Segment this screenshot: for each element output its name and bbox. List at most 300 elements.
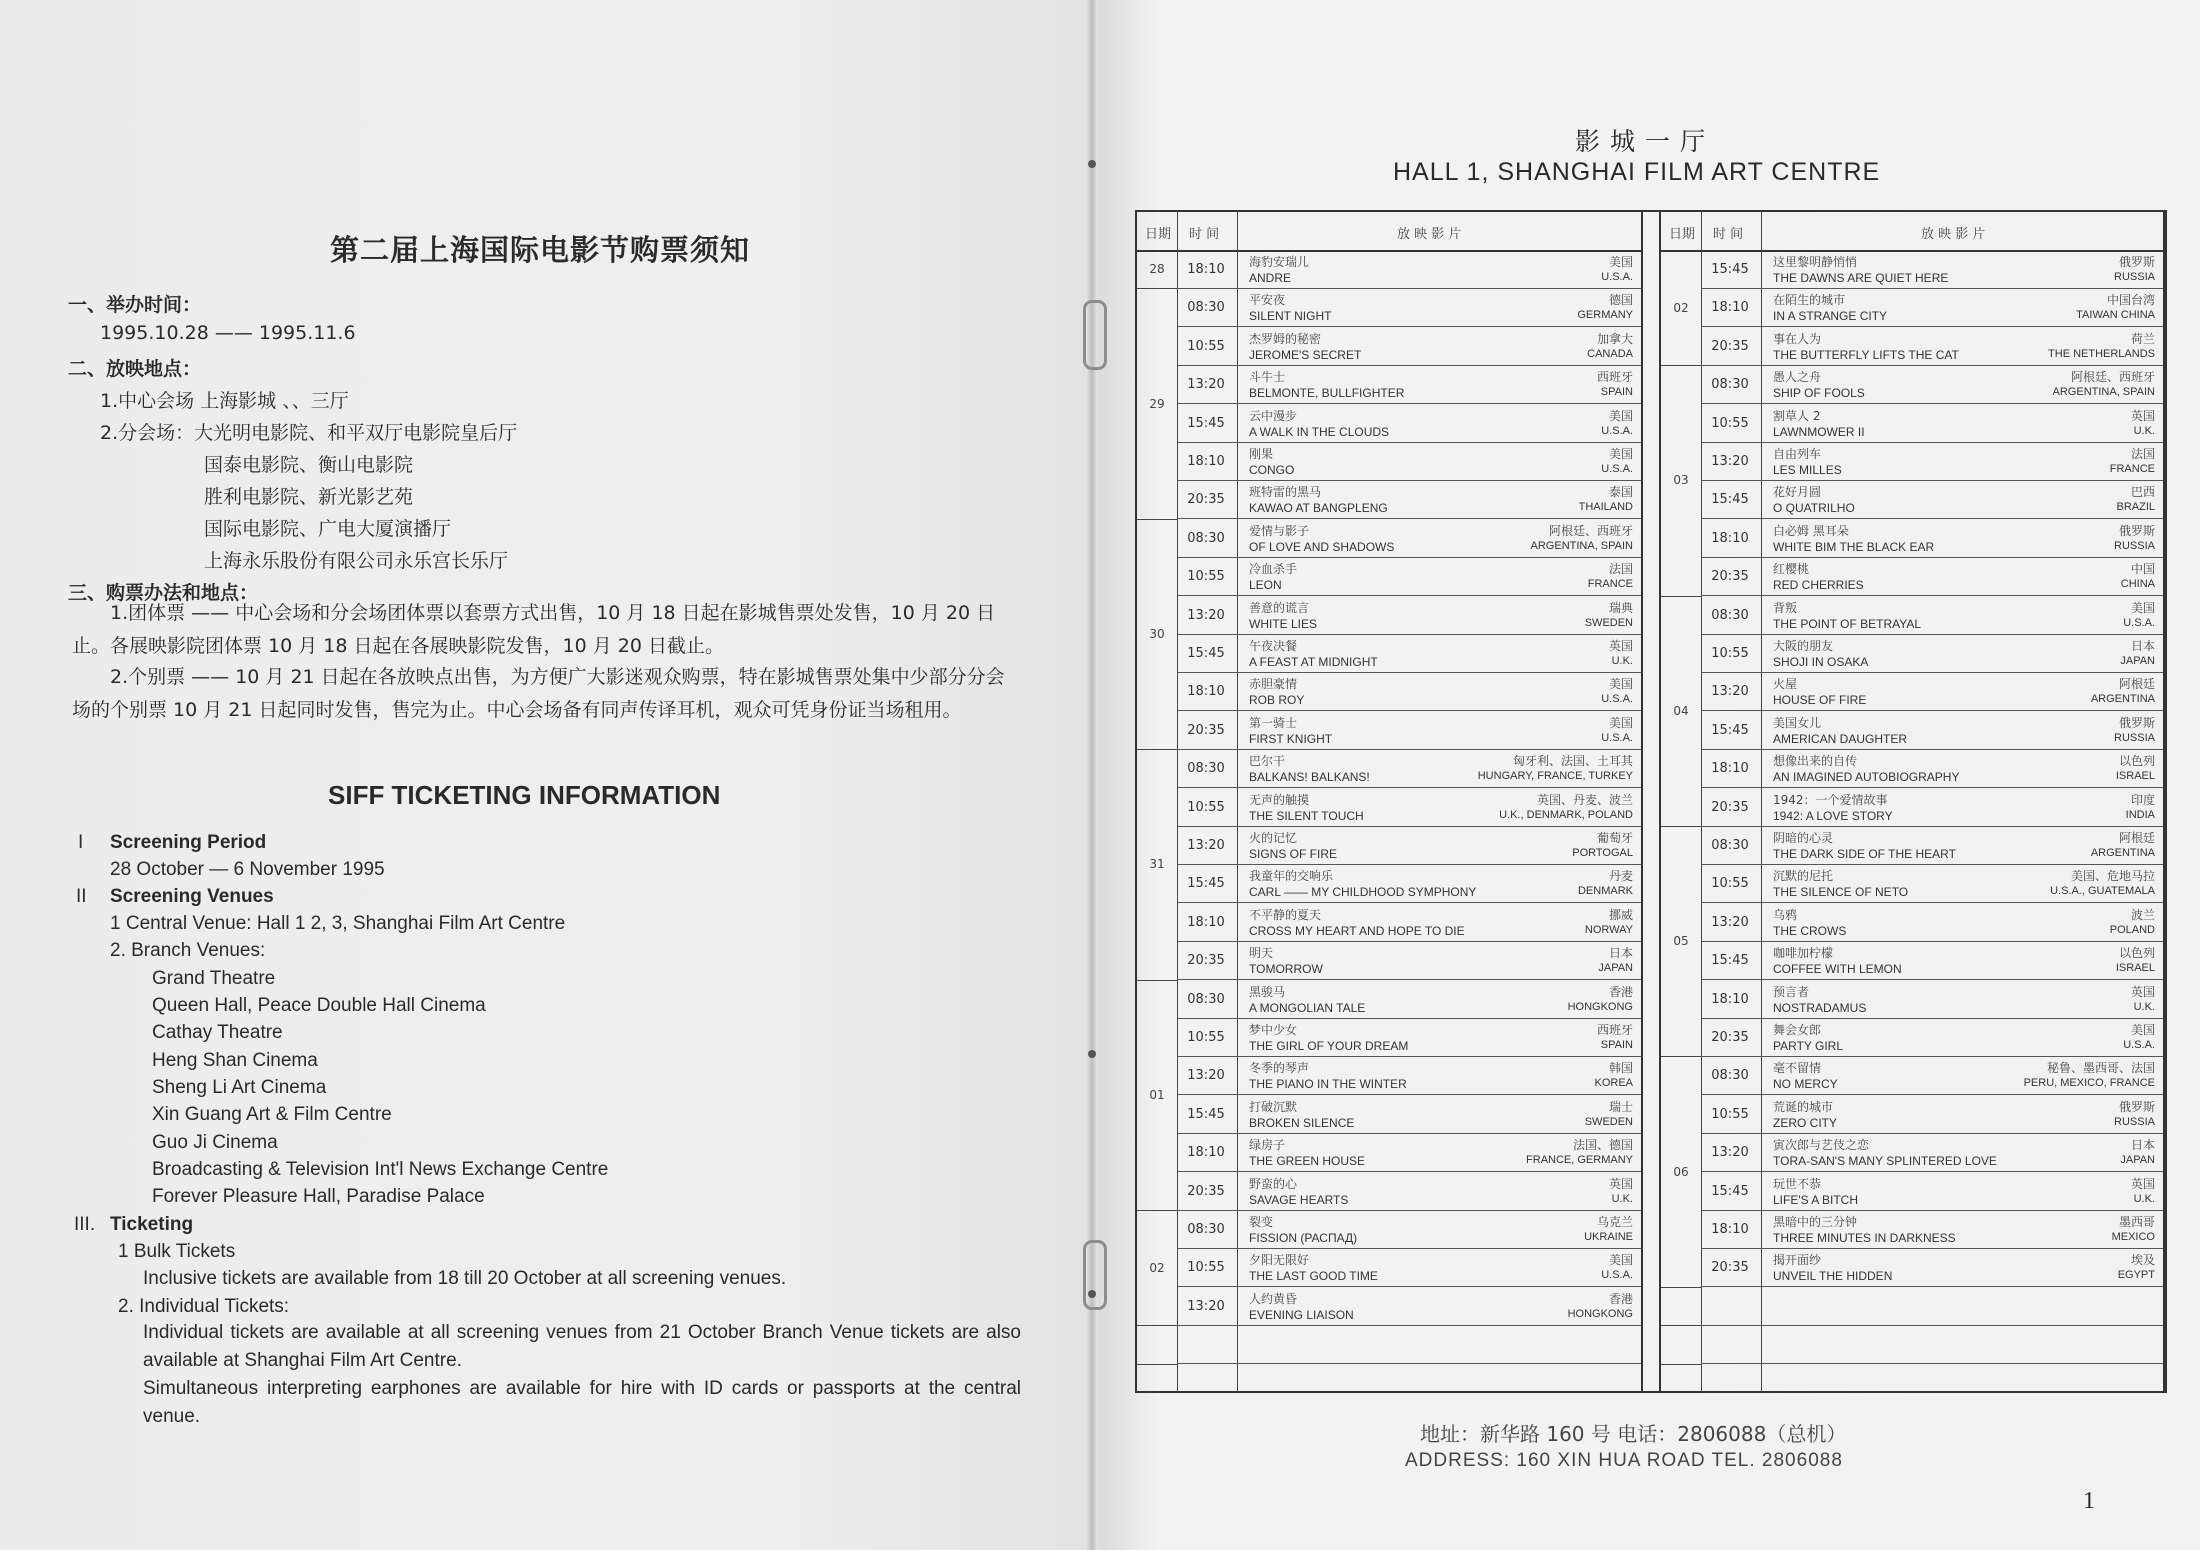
film-title-en: LIFE'S A BITCH	[1773, 1192, 1858, 1207]
country-en: DENMARK	[1577, 885, 1633, 898]
film-title-zh: 绿房子	[1249, 1138, 1286, 1153]
screening-row	[1701, 864, 2163, 903]
screening-time: 08:30	[1711, 1068, 1749, 1084]
screening-row	[1177, 941, 1641, 980]
country-zh: 波兰	[2130, 907, 2155, 922]
schedule-header	[1137, 212, 1641, 252]
empty-row	[1701, 1287, 2163, 1326]
en-venue-item: Queen Hall, Peace Double Hall Cinema	[152, 995, 486, 1016]
screening-time: 15:45	[1711, 492, 1749, 508]
film-title-zh: 海豹安瑞儿	[1249, 255, 1310, 269]
en-venue-item: Grand Theatre	[152, 968, 276, 989]
en-section-3-heading: Ticketing	[110, 1214, 194, 1235]
screening-row	[1177, 365, 1641, 404]
film-title-zh: 割草人 2	[1773, 408, 1821, 423]
country-en: THE NETHERLANDS	[2048, 347, 2155, 360]
screening-time: 18:10	[1711, 300, 1749, 316]
country-zh: 美国、危地马拉	[2070, 869, 2155, 884]
film-title-en: THE DAWNS ARE QUIET HERE	[1773, 271, 1949, 285]
film-title-zh: 火的记忆	[1249, 831, 1298, 845]
film-title-en: OF LOVE AND SHADOWS	[1249, 539, 1395, 554]
film-title-en: SIGNS OF FIRE	[1249, 847, 1338, 861]
zh-bulk-ticket-paragraph: 1.团体票 —— 中心会场和分会场团体票以套票方式出售，10 月 18 日起在影城售票处发售，10 月 20 日止。各展映影院团体票 10 月 18 日起在各展映影院发售，10 月 20 日截止。	[72, 602, 996, 657]
empty-row	[1177, 1325, 1641, 1364]
film-title-en: LEON	[1249, 578, 1282, 593]
screening-time: 08:30	[1187, 991, 1225, 1007]
film-title-zh: 黑骏马	[1249, 984, 1286, 999]
screening-row	[1177, 672, 1641, 711]
page-number: 1	[2083, 1488, 2095, 1514]
country-en: GERMANY	[1577, 309, 1633, 322]
country-zh: 乌克兰	[1596, 1215, 1633, 1229]
screening-row	[1701, 327, 2163, 366]
screening-time: 15:45	[1711, 722, 1749, 738]
screening-time: 13:20	[1187, 607, 1225, 623]
schedule-header	[1661, 212, 2163, 252]
film-title-en: TOMORROW	[1249, 962, 1323, 977]
film-title-zh: 斗牛士	[1249, 370, 1286, 385]
country-zh: 法国	[1608, 562, 1633, 577]
film-title-en: HOUSE OF FIRE	[1773, 693, 1867, 708]
film-title-en: KAWAO AT BANGPLENG	[1249, 501, 1388, 516]
zh-venue-line: 国泰电影院、衡山电影院	[204, 454, 414, 476]
screening-time: 18:10	[1187, 684, 1225, 700]
address-en: ADDRESS: 160 XIN HUA ROAD TEL. 2806088	[1405, 1450, 1843, 1471]
country-en: BRAZIL	[2116, 501, 2155, 514]
zh-title: 第二届上海国际电影节购票须知	[330, 233, 751, 267]
screening-row	[1177, 826, 1641, 865]
screening-time: 13:20	[1711, 454, 1749, 469]
zh-venue-line: 2.分会场：大光明电影院、和平双厅电影院皇后厅	[100, 422, 518, 444]
screening-row	[1701, 250, 2163, 289]
country-zh: 日本	[2130, 639, 2155, 653]
country-zh: 阿根廷	[2118, 831, 2155, 845]
en-venue-item: Xin Guang Art & Film Centre	[152, 1104, 392, 1125]
country-zh: 英国	[1608, 639, 1633, 653]
screening-row	[1177, 903, 1641, 942]
screening-row	[1177, 1287, 1641, 1326]
country-zh: 美国	[2130, 1023, 2155, 1037]
screening-time: 10:55	[1711, 1106, 1749, 1122]
en-individual-tickets-text: Individual tickets are available at all screening venues from 21 October Branch Venue tickets are also available at Shanghai Film Art Centre.	[143, 1322, 1021, 1371]
country-en: JAPAN	[2120, 1154, 2155, 1167]
film-title-zh: 自由列车	[1773, 447, 1822, 461]
screening-row	[1177, 1133, 1641, 1172]
screening-row	[1701, 1018, 2163, 1057]
film-title-en: LES MILLES	[1773, 463, 1842, 477]
screening-row	[1177, 442, 1641, 481]
header-film: 放 映 影 片	[1397, 227, 1462, 242]
staple	[1083, 300, 1107, 370]
film-title-en: THE GREEN HOUSE	[1249, 1154, 1366, 1169]
country-zh: 英国	[2130, 408, 2155, 423]
film-title-zh: 在陌生的城市	[1773, 293, 1846, 308]
screening-time: 13:20	[1187, 377, 1225, 393]
screening-time: 08:30	[1711, 377, 1749, 393]
en-venue-item: Forever Pleasure Hall, Paradise Palace	[152, 1186, 485, 1207]
en-section-1-heading: Screening Period	[110, 832, 267, 853]
film-title-en: THE SILENCE OF NETO	[1773, 885, 1909, 900]
country-en: SWEDEN	[1584, 1115, 1633, 1128]
country-zh: 瑞典	[1608, 600, 1633, 615]
zh-section-2-heading: 二、放映地点：	[68, 358, 202, 380]
en-bulk-tickets-text: Inclusive tickets are available from 18 till 20 October at all screening venues.	[143, 1268, 787, 1289]
screening-time: 10:55	[1187, 569, 1225, 585]
film-title-zh: 赤胆豪情	[1249, 677, 1298, 692]
screening-row	[1701, 941, 2163, 980]
screening-time: 18:10	[1187, 1145, 1225, 1161]
screening-row	[1701, 1095, 2163, 1134]
schedule-day: 28	[1137, 250, 1177, 289]
screening-row	[1177, 480, 1641, 519]
screening-row	[1177, 634, 1641, 673]
film-title-zh: 人约黄昏	[1249, 1291, 1298, 1306]
screening-time: 18:10	[1187, 262, 1225, 277]
screening-time: 20:35	[1187, 722, 1225, 738]
film-title-en: IN A STRANGE CITY	[1773, 309, 1888, 324]
film-title-zh: 黑暗中的三分钟	[1773, 1215, 1858, 1229]
country-zh: 泰国	[1608, 485, 1633, 500]
country-zh: 阿根廷、西班牙	[2070, 370, 2155, 385]
film-title-en: 1942: A LOVE STORY	[1773, 808, 1893, 823]
zh-individual-ticket-paragraph: 2.个别票 —— 10 月 21 日起在各放映点出售，为方便广大影迷观众购票，特在影城售票处集中少部分分会场的个别票 10 月 21 日起同时发售，售完为止。中心会场备有同声传译耳机，观众可凭身份证当场租用。	[72, 666, 1005, 721]
country-en: U.S.A.	[1601, 463, 1633, 475]
country-en: ISRAEL	[2115, 962, 2155, 975]
country-en: INDIA	[2125, 808, 2155, 821]
film-title-zh: 阴暗的心灵	[1773, 831, 1834, 845]
screening-row	[1701, 980, 2163, 1019]
screening-time: 18:10	[1711, 991, 1749, 1007]
screening-time: 10:55	[1711, 646, 1749, 661]
film-title-zh: 揭开面纱	[1773, 1253, 1822, 1268]
zh-venue-line: 1.中心会场 上海影城 、、三厅	[100, 390, 349, 412]
screening-row	[1177, 1210, 1641, 1249]
film-title-en: UNVEIL THE HIDDEN	[1773, 1269, 1893, 1284]
country-en: SPAIN	[1600, 1039, 1633, 1051]
country-zh: 美国	[1608, 1253, 1633, 1268]
film-title-en: ZERO CITY	[1773, 1115, 1838, 1130]
film-title-en: CONGO	[1249, 463, 1295, 477]
country-zh: 俄罗斯	[2118, 255, 2155, 269]
en-section-3-number: III.	[74, 1214, 96, 1235]
country-zh: 秘鲁、墨西哥、法国	[2046, 1061, 2155, 1076]
en-venue-item: Cathay Theatre	[152, 1022, 283, 1043]
en-venue-item: Broadcasting & Television Int'l News Exchange Centre	[152, 1159, 609, 1180]
film-title-en: THE PIANO IN THE WINTER	[1249, 1077, 1407, 1092]
film-title-zh: 我童年的交响乐	[1249, 869, 1334, 884]
screening-time: 15:45	[1187, 415, 1225, 431]
country-en: SPAIN	[1600, 386, 1633, 399]
en-earphones-text: Simultaneous interpreting earphones are available for hire with ID cards or passports at the central venue.	[143, 1378, 1021, 1427]
schedule-day: 31	[1137, 749, 1177, 980]
film-title-zh: 美国女儿	[1773, 715, 1822, 730]
header-time: 时 间	[1189, 227, 1220, 242]
en-central-venue: 1 Central Venue: Hall 1 2, 3, Shanghai Film Art Centre	[110, 913, 566, 934]
film-title-en: O QUATRILHO	[1773, 501, 1855, 516]
film-title-zh: 杰罗姆的秘密	[1249, 331, 1322, 346]
country-en: U.S.A.	[1601, 693, 1633, 706]
country-en: ISRAEL	[2115, 770, 2155, 783]
screening-row	[1701, 1248, 2163, 1287]
screening-row	[1177, 711, 1641, 750]
screening-time: 10:55	[1187, 338, 1225, 354]
film-title-en: A WALK IN THE CLOUDS	[1249, 424, 1390, 439]
film-title-en: SHIP OF FOOLS	[1773, 386, 1865, 401]
screening-time: 18:10	[1711, 761, 1749, 777]
film-title-en: A MONGOLIAN TALE	[1249, 1000, 1366, 1015]
screening-time: 13:20	[1711, 914, 1749, 930]
screening-time: 08:30	[1711, 838, 1749, 853]
film-title-en: SILENT NIGHT	[1249, 309, 1332, 324]
country-zh: 美国	[2130, 600, 2155, 615]
country-zh: 英国	[2130, 1176, 2155, 1191]
en-branch-venues-label: 2. Branch Venues:	[110, 940, 266, 961]
film-title-en: TORA-SAN'S MANY SPLINTERED LOVE	[1773, 1154, 1997, 1169]
address-zh: 地址：新华路 160 号 电话：2806088（总机）	[1420, 1422, 1847, 1446]
schedule-day: 05	[1661, 826, 1701, 1057]
country-en: HONGKONG	[1567, 1307, 1633, 1320]
country-en: ARGENTINA, SPAIN	[1530, 539, 1633, 552]
film-title-zh: 乌鸦	[1773, 907, 1798, 922]
screening-row	[1177, 749, 1641, 788]
film-title-en: FISSION (РАСПАД)	[1249, 1231, 1358, 1245]
country-en: MEXICO	[2111, 1231, 2155, 1243]
screening-time: 15:45	[1711, 953, 1749, 969]
country-zh: 荷兰	[2130, 331, 2155, 346]
screening-time: 08:30	[1187, 761, 1225, 777]
country-zh: 英国	[1608, 1176, 1633, 1191]
screening-time: 18:10	[1711, 530, 1749, 546]
country-en: JAPAN	[1598, 962, 1633, 975]
screening-time: 20:35	[1711, 799, 1749, 815]
country-en: U.S.A.	[2123, 1039, 2155, 1051]
film-title-en: JEROME'S SECRET	[1249, 347, 1362, 362]
film-title-en: ANDRE	[1249, 271, 1292, 285]
film-title-zh: 平安夜	[1249, 293, 1286, 308]
film-title-en: THE POINT OF BETRAYAL	[1773, 616, 1922, 631]
country-en: CANADA	[1587, 347, 1633, 360]
film-title-en: AMERICAN DAUGHTER	[1773, 731, 1908, 746]
screening-time: 10:55	[1711, 876, 1749, 892]
screening-row	[1701, 749, 2163, 788]
film-title-zh: 预言者	[1773, 984, 1810, 999]
right-page	[1092, 0, 2200, 1550]
country-zh: 俄罗斯	[2118, 523, 2155, 538]
film-title-zh: 爱情与影子	[1249, 523, 1310, 538]
screening-row	[1701, 519, 2163, 558]
country-en: U.K., DENMARK, POLAND	[1499, 808, 1633, 821]
header-film: 放 映 影 片	[1921, 227, 1986, 242]
screening-row	[1701, 788, 2163, 827]
screening-row	[1177, 788, 1641, 827]
film-title-zh: 背叛	[1773, 600, 1798, 615]
film-title-zh: 大阪的朋友	[1773, 639, 1834, 653]
en-bulk-tickets-label: 1 Bulk Tickets	[118, 1241, 236, 1262]
film-title-zh: 无声的触摸	[1249, 792, 1310, 807]
film-title-en: EVENING LIAISON	[1249, 1307, 1354, 1322]
film-title-en: NOSTRADAMUS	[1773, 1000, 1867, 1015]
film-title-en: COFFEE WITH LEMON	[1773, 962, 1902, 977]
screening-row	[1701, 288, 2163, 327]
empty-row	[1701, 1325, 2163, 1364]
country-en: THAILAND	[1578, 501, 1633, 514]
screening-time: 18:10	[1187, 454, 1225, 469]
country-zh: 印度	[2130, 792, 2155, 807]
country-zh: 瑞士	[1608, 1099, 1633, 1114]
film-title-zh: 巴尔干	[1249, 754, 1286, 769]
country-en: ARGENTINA	[2090, 693, 2155, 706]
country-zh: 西班牙	[1596, 1023, 1633, 1037]
country-zh: 法国	[2130, 447, 2155, 461]
country-en: HONGKONG	[1567, 1000, 1633, 1013]
country-zh: 美国	[1608, 677, 1633, 692]
screening-time: 13:20	[1187, 1068, 1225, 1084]
screening-row	[1701, 826, 2163, 865]
screening-time: 20:35	[1187, 953, 1225, 969]
country-zh: 葡萄牙	[1596, 831, 1633, 845]
film-title-en: BALKANS! BALKANS!	[1249, 770, 1370, 785]
screening-row	[1701, 672, 2163, 711]
film-title-en: THE DARK SIDE OF THE HEART	[1773, 847, 1956, 861]
film-title-zh: 1942：一个爱情故事	[1773, 792, 1888, 807]
screening-row	[1177, 250, 1641, 289]
film-title-en: SAVAGE HEARTS	[1249, 1192, 1349, 1207]
country-zh: 美国	[1608, 715, 1633, 730]
country-en: JAPAN	[2120, 655, 2155, 667]
country-en: HUNGARY, FRANCE, TURKEY	[1477, 770, 1633, 783]
film-title-en: THE LAST GOOD TIME	[1249, 1269, 1378, 1284]
film-title-zh: 红樱桃	[1773, 562, 1810, 577]
book-spine	[1086, 0, 1098, 1550]
country-en: U.K.	[1611, 655, 1633, 667]
film-title-en: CROSS MY HEART AND HOPE TO DIE	[1249, 923, 1465, 938]
film-title-zh: 野蛮的心	[1249, 1176, 1298, 1191]
film-title-en: BELMONTE, BULLFIGHTER	[1249, 386, 1405, 401]
country-en: POLAND	[2109, 923, 2155, 936]
country-zh: 法国、德国	[1572, 1138, 1633, 1153]
screening-time: 10:55	[1187, 1030, 1225, 1045]
schedule-day: 02	[1661, 250, 1701, 366]
country-en: U.K.	[2133, 1192, 2155, 1205]
en-venue-item: Guo Ji Cinema	[152, 1132, 278, 1153]
film-title-zh: 刚果	[1249, 447, 1274, 461]
schedule-day: 01	[1137, 980, 1177, 1211]
screening-row	[1701, 1056, 2163, 1095]
country-zh: 以色列	[2118, 754, 2155, 769]
screening-time: 15:45	[1711, 262, 1749, 277]
film-title-en: RED CHERRIES	[1773, 578, 1864, 593]
schedule-day: 06	[1661, 1056, 1701, 1287]
screening-row	[1701, 634, 2163, 673]
film-title-zh: 云中漫步	[1249, 408, 1298, 423]
screening-time: 10:55	[1187, 799, 1225, 815]
film-title-en: THE BUTTERFLY LIFTS THE CAT	[1773, 347, 1959, 362]
screening-time: 20:35	[1187, 1183, 1225, 1199]
screening-row	[1701, 1172, 2163, 1211]
country-en: FRANCE, GERMANY	[1526, 1154, 1633, 1167]
schedule-day: 29	[1137, 288, 1177, 519]
en-section-1-number: I	[78, 832, 84, 853]
screening-time: 20:35	[1711, 1260, 1749, 1276]
country-en: NORWAY	[1584, 923, 1633, 936]
hall-title-en: HALL 1, SHANGHAI FILM ART CENTRE	[1393, 158, 1881, 186]
country-zh: 香港	[1608, 1291, 1633, 1306]
country-en: RUSSIA	[2114, 271, 2155, 283]
country-en: U.S.A.	[1601, 271, 1633, 283]
schedule-day: 30	[1137, 519, 1177, 750]
schedule-day: 03	[1661, 365, 1701, 596]
screening-row	[1701, 365, 2163, 404]
screening-row	[1177, 519, 1641, 558]
screening-time: 08:30	[1187, 1222, 1225, 1237]
screening-row	[1177, 980, 1641, 1019]
film-title-zh: 明天	[1249, 946, 1274, 961]
country-en: RUSSIA	[2114, 731, 2155, 744]
screening-row	[1701, 442, 2163, 481]
country-zh: 俄罗斯	[2118, 715, 2155, 730]
film-title-zh: 荒诞的城市	[1773, 1099, 1834, 1114]
screening-time: 18:10	[1187, 914, 1225, 930]
country-en: U.S.A.	[1601, 731, 1633, 744]
schedule-day: 02	[1137, 1210, 1177, 1326]
film-title-zh: 梦中少女	[1249, 1023, 1298, 1037]
empty-day-cell	[1137, 1325, 1177, 1364]
country-zh: 加拿大	[1596, 331, 1633, 346]
country-zh: 挪威	[1608, 907, 1633, 922]
country-zh: 日本	[1608, 946, 1633, 961]
en-venue-item: Sheng Li Art Cinema	[152, 1077, 327, 1098]
screening-row	[1177, 404, 1641, 443]
country-en: ARGENTINA, SPAIN	[2052, 386, 2155, 399]
film-title-zh: 不平静的夏天	[1249, 907, 1322, 922]
screening-row	[1701, 1133, 2163, 1172]
schedule-day: 04	[1661, 596, 1701, 827]
country-zh: 以色列	[2118, 946, 2155, 961]
empty-day-cell	[1661, 1325, 1701, 1364]
screening-row	[1701, 1210, 2163, 1249]
screening-row	[1701, 480, 2163, 519]
film-title-zh: 班特雷的黑马	[1249, 485, 1322, 500]
country-en: RUSSIA	[2114, 1115, 2155, 1128]
screening-time: 20:35	[1711, 1030, 1749, 1045]
country-en: SWEDEN	[1584, 616, 1633, 629]
en-individual-tickets-label: 2. Individual Tickets:	[118, 1296, 290, 1317]
film-title-zh: 夕阳无限好	[1249, 1253, 1310, 1268]
film-title-en: LAWNMOWER II	[1773, 424, 1865, 439]
country-zh: 美国	[1608, 255, 1633, 269]
film-title-en: A FEAST AT MIDNIGHT	[1249, 655, 1378, 669]
screening-row	[1177, 1172, 1641, 1211]
screening-row	[1177, 1056, 1641, 1095]
country-zh: 墨西哥	[2118, 1215, 2155, 1229]
country-zh: 西班牙	[1596, 370, 1633, 385]
country-en: TAIWAN CHINA	[2076, 309, 2155, 322]
country-en: U.K.	[2133, 424, 2155, 437]
film-title-zh: 冷血杀手	[1249, 562, 1298, 577]
film-title-zh: 善意的谎言	[1249, 600, 1310, 615]
country-en: ARGENTINA	[2090, 847, 2155, 859]
film-title-zh: 花好月圆	[1773, 485, 1822, 500]
film-title-en: THE GIRL OF YOUR DREAM	[1249, 1039, 1409, 1053]
country-en: UKRAINE	[1584, 1231, 1633, 1243]
country-en: U.K.	[1611, 1192, 1633, 1205]
screening-time: 13:20	[1711, 684, 1749, 700]
screening-row	[1701, 903, 2163, 942]
film-title-zh: 毫不留情	[1773, 1061, 1822, 1076]
country-en: EGYPT	[2117, 1269, 2155, 1282]
film-title-zh: 白必姆 黑耳朵	[1773, 523, 1849, 538]
screening-time: 08:30	[1711, 607, 1749, 623]
